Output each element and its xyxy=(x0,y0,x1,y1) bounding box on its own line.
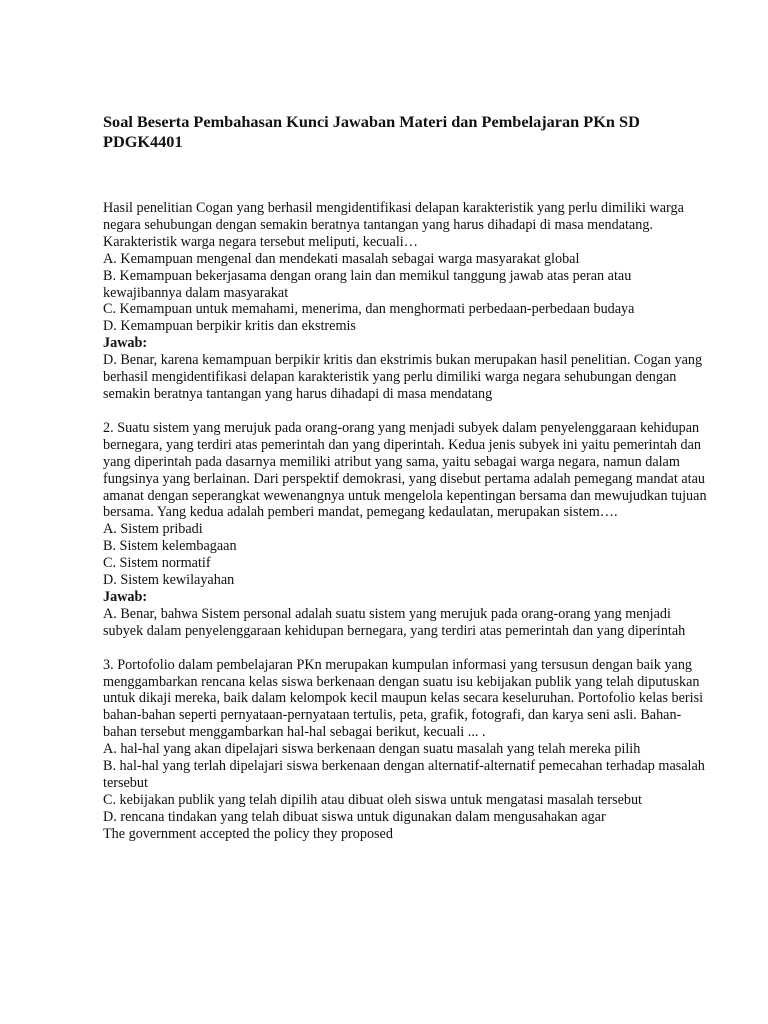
question-1-text: Hasil penelitian Cogan yang berhasil mengidentifikasi delapan karakteristik yang perlu dimiliki warga negara sehubungan dengan semakin beratnya tantangan yang harus dihadapi di masa mendatang. Karakteristik warga negara tersebut meliputi, kecuali… xyxy=(103,200,684,250)
document-page xyxy=(103,112,713,843)
question-2-text: 2. Suatu sistem yang merujuk pada orang-orang yang menjadi subyek dalam penyelenggaraan kehidupan bernegara, yang terdiri atas pemerintah dan yang diperintah. Kedua jenis subyek ini yaitu pemerintah dan yang diperintah pada dasarnya memiliki atribut yang sama, yaitu sebagai warga negara, namun dalam fungsinya yang berlainan. Dari perspektif demokrasi, yang disebut pertama adalah pemegang mandat atau amanat dengan seperangkat wewenangnya untuk mengelola kepentingan bersama dan mewujudkan tujuan bersama. Yang kedua adalah pemberi mandat, pemegang kedaulatan, merupakan sistem…. xyxy=(103,419,707,521)
question-1-option-b: B. Kemampuan bekerjasama dengan orang lain dan memikul tanggung jawab atas peran atau kewajibannya dalam masyarakat xyxy=(103,267,632,301)
question-1-option-d: D. Kemampuan berpikir kritis dan ekstremis xyxy=(103,318,356,335)
question-2-answer: A. Benar, bahwa Sistem personal adalah suatu sistem yang merujuk pada orang-orang yang menjadi subyek dalam penyelenggaraan kehidupan bernegara, yang terdiri atas pemerintah dan yang diperintah xyxy=(103,605,686,639)
question-1-answer: D. Benar, karena kemampuan berpikir kritis dan ekstrimis bukan merupakan hasil penelitian. Cogan yang berhasil mengidentifikasi delapan karakteristik yang perlu dimiliki warga negara sehubungan dengan semakin beratnya tantangan yang harus dihadapi di masa mendatang xyxy=(103,352,703,402)
question-3-option-d: D. rencana tindakan yang telah dibuat siswa untuk digunakan dalam mengusahakan agar xyxy=(103,808,606,825)
question-1-option-c: C. Kemampuan untuk memahami, menerima, dan menghormati perbedaan-perbedaan budaya xyxy=(103,301,635,318)
question-2-option-d: D. Sistem kewilayahan xyxy=(103,572,235,589)
question-2 xyxy=(103,420,713,640)
question-2-option-c: C. Sistem normatif xyxy=(103,555,211,572)
question-3-option-c: C. kebijakan publik yang telah dipilih atau dibuat oleh siswa untuk mengatasi masalah tersebut xyxy=(103,791,643,808)
question-1 xyxy=(103,200,713,403)
question-2-option-b: B. Sistem kelembagaan xyxy=(103,538,237,555)
question-2-answer-label: Jawab: xyxy=(103,588,148,605)
question-2-option-a: A. Sistem pribadi xyxy=(103,521,203,538)
question-1-answer-label: Jawab: xyxy=(103,335,148,352)
question-3 xyxy=(103,657,713,843)
document-title: Soal Beserta Pembahasan Kunci Jawaban Materi dan Pembelajaran PKn SD PDGK4401 xyxy=(103,112,640,151)
question-3-trailing-text: The government accepted the policy they proposed xyxy=(103,825,393,842)
question-3-text: 3. Portofolio dalam pembelajaran PKn merupakan kumpulan informasi yang tersusun dengan baik yang menggambarkan rencana kelas siswa berkenaan dengan suatu isu kebijakan publik yang telah diputuskan untuk dikaji mereka, baik dalam kelompok kecil maupun kelas secara keseluruhan. Portofolio kelas berisi bahan-bahan seperti pernyataan-pernyataan tertulis, peta, grafik, fotografi, dan karya seni asli. Bahan-bahan tersebut menggambarkan hal-hal sebagai berikut, kecuali ... . xyxy=(103,656,704,741)
question-3-option-b: B. hal-hal yang terlah dipelajari siswa berkenaan dengan alternatif-alternatif pemecahan terhadap masalah tersebut xyxy=(103,758,705,791)
question-1-option-a: A. Kemampuan mengenal dan mendekati masalah sebagai warga masyarakat global xyxy=(103,250,580,267)
question-3-option-a: A. hal-hal yang akan dipelajari siswa berkenaan dengan suatu masalah yang telah mereka pilih xyxy=(103,741,641,758)
